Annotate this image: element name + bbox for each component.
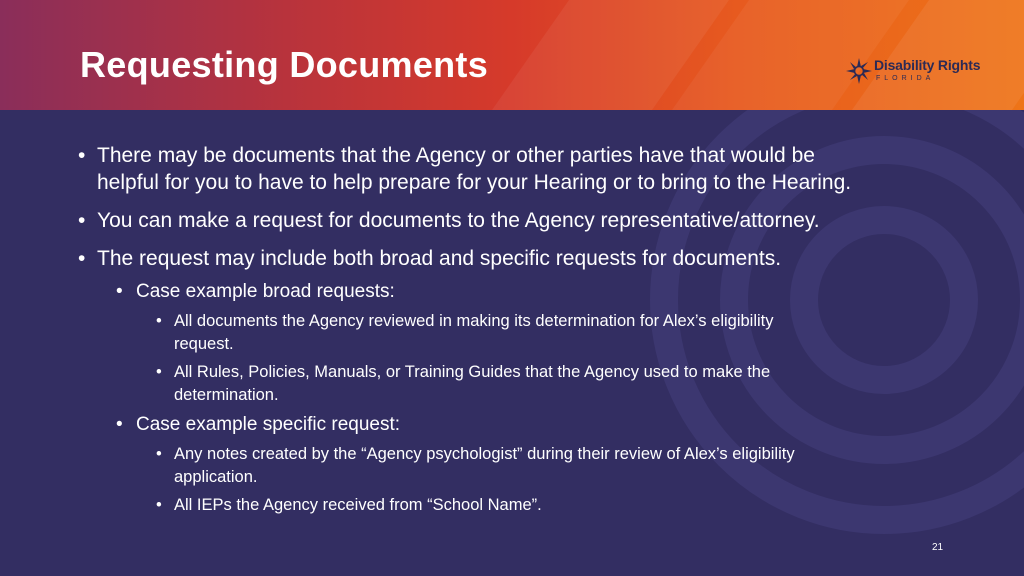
bullet-marker: • [78, 247, 86, 270]
disability-rights-florida-logo [846, 56, 986, 90]
bullet-3-line-1: The request may include both broad and specific requests for documents. [97, 247, 782, 270]
broad-item-2-line-2: determination. [174, 386, 279, 404]
header-banner [0, 0, 1024, 110]
bullet-marker: • [156, 445, 162, 463]
specific-item-2-line-1: All IEPs the Agency received from “School Name”. [174, 496, 542, 514]
bullet-marker: • [156, 363, 162, 381]
logo-name: Disability Rights [874, 57, 981, 73]
logo-subtitle: FLORIDA [876, 75, 935, 82]
broad-item-1-line-1: All documents the Agency reviewed in making its determination for Alex’s eligibility [174, 312, 774, 330]
bullet-marker: • [156, 312, 162, 330]
bullet-marker: • [78, 144, 86, 167]
bullet-1-line-2: helpful for you to have to help prepare for your Hearing or to bring to the Hearing. [97, 171, 852, 194]
sub-bullet-specific-label: Case example specific request: [136, 414, 401, 435]
bullet-marker: • [116, 414, 123, 435]
decorative-swirl [624, 40, 1024, 560]
sunburst-icon [846, 58, 872, 84]
page-number: 21 [932, 542, 944, 553]
bullet-marker: • [156, 496, 162, 514]
bullet-1-line-1: There may be documents that the Agency or other parties have that would be [97, 144, 815, 167]
bullet-2-line-1: You can make a request for documents to the Agency representative/attorney. [97, 209, 820, 232]
bullet-marker: • [116, 281, 123, 302]
broad-item-1-line-2: request. [174, 335, 234, 353]
broad-item-2-line-1: All Rules, Policies, Manuals, or Training Guides that the Agency used to make the [174, 363, 771, 381]
bullet-marker: • [78, 209, 86, 232]
sub-bullet-broad-label: Case example broad requests: [136, 281, 395, 302]
specific-item-1-line-2: application. [174, 468, 258, 486]
page-title: Requesting Documents [80, 44, 489, 85]
specific-item-1-line-1: Any notes created by the “Agency psychologist” during their review of Alex’s eligibility [174, 445, 795, 463]
